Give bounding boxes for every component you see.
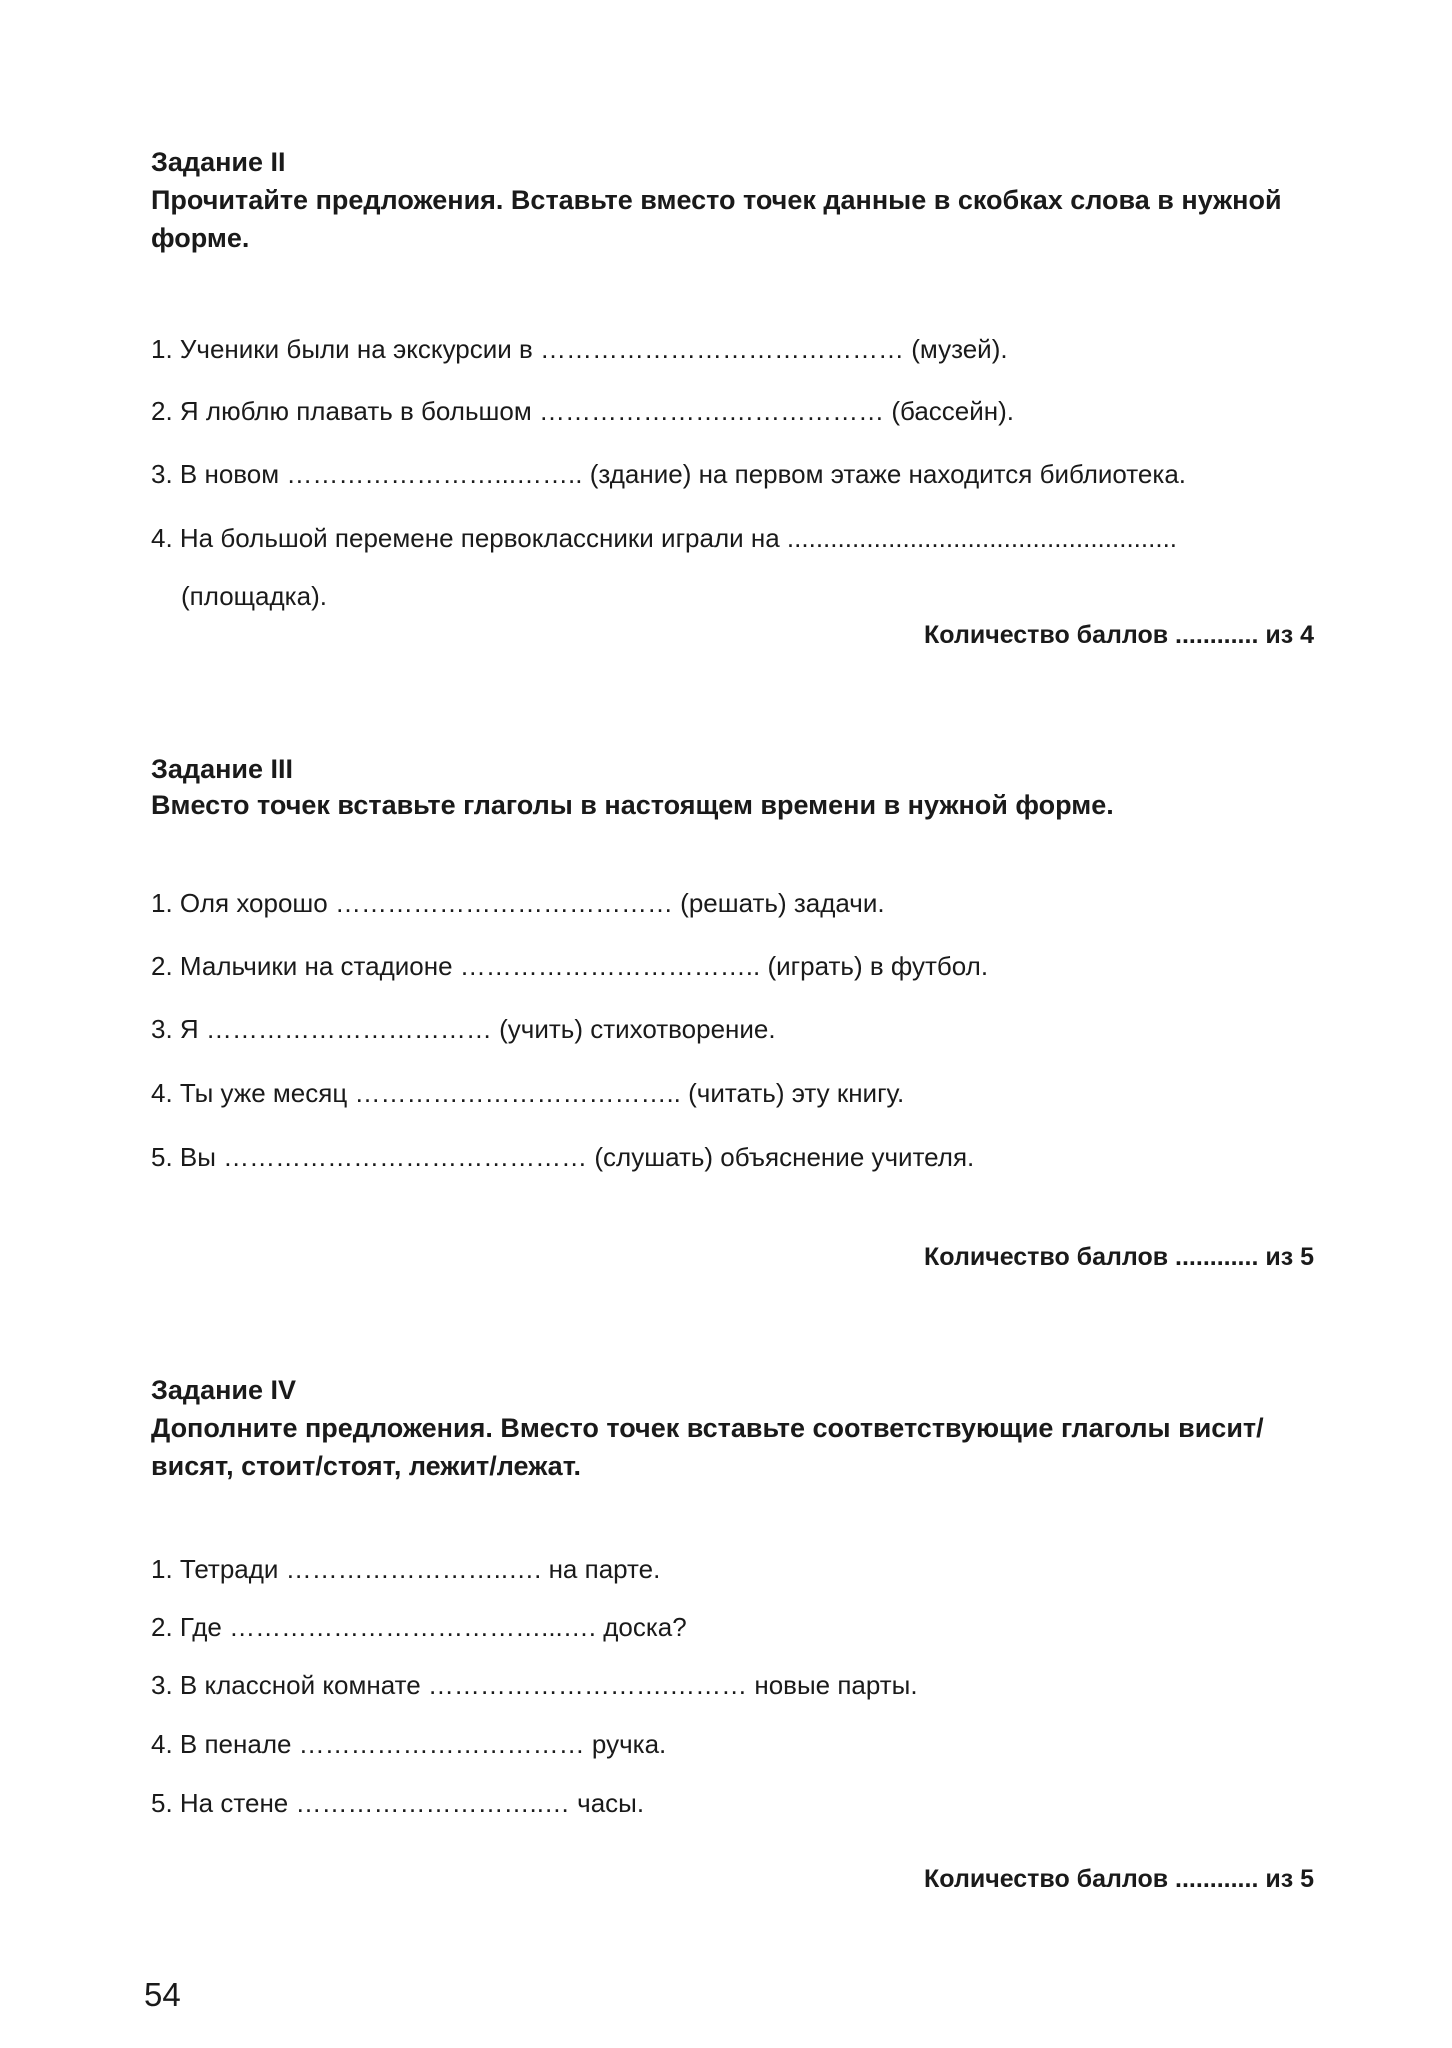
task4-instruction: Дополните предложения. Вместо точек вставьте соответствующие глаголы висит/висят, стоит/стоят, лежит/лежат. (151, 1413, 1264, 1481)
task2-instruction: Прочитайте предложения. Вставьте вместо точек данные в скобках слова в нужной форме. (151, 185, 1282, 253)
task3-heading: Задание III (151, 754, 294, 784)
task2-score: Количество баллов ............ из 4 (924, 621, 1314, 649)
task4-item-5: 5. На стене ………………………..… часы. (151, 1788, 645, 1818)
task3-item-4: 4. Ты уже месяц ……………………………….. (читать) эту книгу. (151, 1078, 905, 1108)
task2-item-1: 1. Ученики были на экскурсии в …………………………………… (музей). (151, 334, 1008, 364)
task3-item-1: 1. Оля хорошо ………………………………… (решать) задачи. (151, 888, 885, 918)
task2-item-4-continuation: (площадка). (181, 581, 327, 611)
task4-score: Количество баллов ............ из 5 (924, 1865, 1314, 1893)
task3-score: Количество баллов ............ из 5 (924, 1243, 1314, 1271)
task3-item-5: 5. Вы …………………………………… (слушать) объяснение учителя. (151, 1142, 975, 1172)
task2-item-3: 3. В новом ……………………...…….. (здание) на первом этаже находится библиотека. (151, 459, 1186, 489)
task2-item-4: 4. На большой перемене первоклассники играли на ...................................................... (151, 523, 1178, 553)
task4-item-3: 3. В классной комнате ……………………….……… новые парты. (151, 1670, 918, 1700)
task2-heading: Задание II (151, 147, 286, 177)
task4-item-4: 4. В пенале …………………………… ручка. (151, 1729, 667, 1759)
task3-instruction: Вместо точек вставьте глаголы в настоящем времени в нужной форме. (151, 790, 1114, 820)
task4-heading: Задание IV (151, 1375, 297, 1405)
page-number: 54 (144, 1976, 181, 2013)
task2-item-2: 2. Я люблю плавать в большом ………………….……………… (бассейн). (151, 396, 1015, 426)
task3-item-3: 3. Я …………………………… (учить) стихотворение. (151, 1014, 776, 1044)
task3-item-2: 2. Мальчики на стадионе …………………………….. (играть) в футбол. (151, 951, 989, 981)
task4-item-1: 1. Тетради ……………………..…. на парте. (151, 1554, 661, 1584)
task4-item-2: 2. Где ………………………………...…. доска? (151, 1612, 687, 1642)
